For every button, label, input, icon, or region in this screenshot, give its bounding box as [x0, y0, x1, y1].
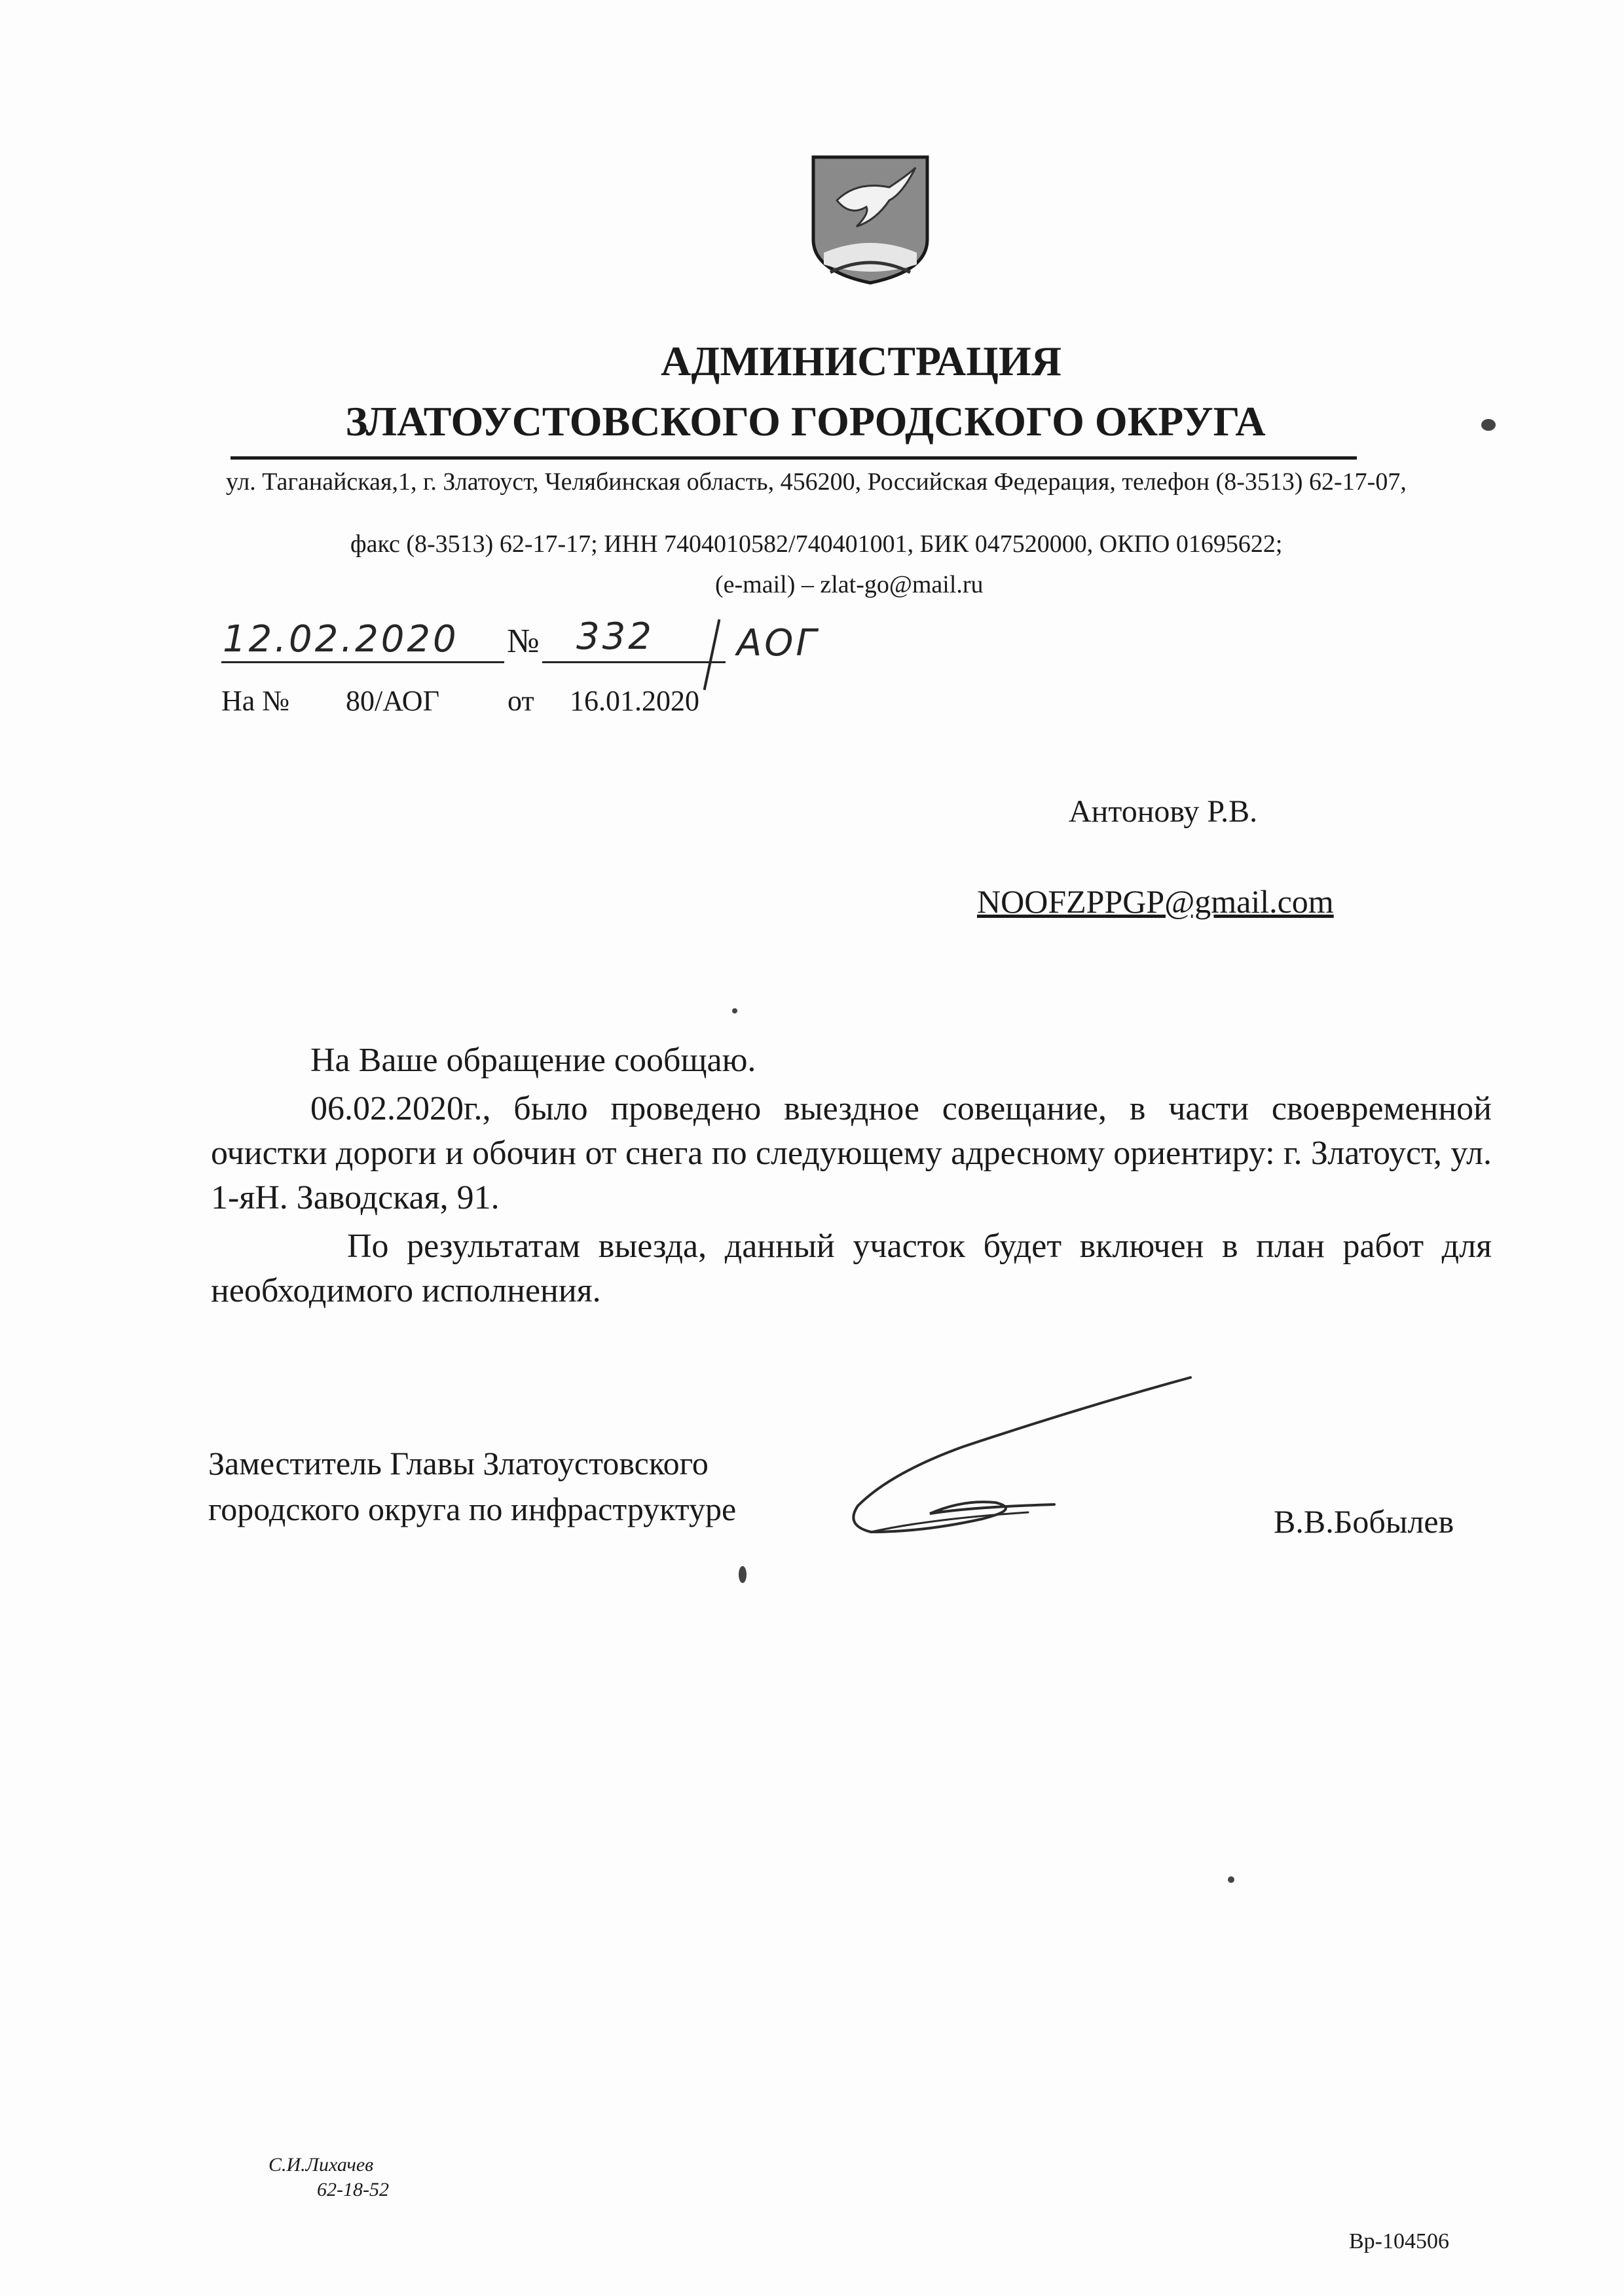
executor-phone: 62-18-52 [317, 2179, 389, 2200]
reference-from-label: от [507, 685, 534, 717]
reference-label: На № [221, 685, 290, 717]
footer-code: Вр-104506 [1349, 2229, 1449, 2253]
body-paragraph-2: 06.02.2020г., было проведено выездное совещание, в части своевременной очистки дороги и обочин от снега по следующему адресному ориентиру: г. Златоуст, ул. 1-яН. Заводская, 91. [211, 1090, 1492, 1216]
body-paragraph-3: По результатам выезда, данный участок будет включен в план работ для необходимого исполнения. [211, 1228, 1492, 1309]
organization-title-line1: АДМИНИСТРАЦИЯ [661, 338, 1061, 384]
reference-number: 80/АОГ [346, 685, 440, 717]
executor-info [268, 2153, 389, 2202]
registration-date: 12.02.2020 [223, 618, 459, 661]
signer-name: В.В.Бобылев [1274, 1503, 1454, 1540]
registration-slash [703, 619, 721, 690]
registration-number: 332 [576, 615, 654, 658]
registration-number-label: № [507, 623, 540, 660]
registration-number-underline [542, 661, 726, 663]
signer-position-line1: Заместитель Главы Златоустовского [208, 1445, 709, 1482]
scan-speck [732, 1008, 737, 1013]
handwritten-signature [832, 1368, 1198, 1552]
organization-fax-line: факс (8-3513) 62-17-17; ИНН 7404010582/740401001, БИК 047520000, ОКПО 01695622; [350, 530, 1283, 558]
signer-position-line2: городского округа по инфраструктуре [208, 1491, 737, 1527]
registration-suffix: АОГ [737, 622, 819, 665]
organization-address: ул. Таганайская,1, г. Златоуст, Челябинская область, 456200, Российская Федерация, телефон (8-3513) 62-17-07, [226, 468, 1407, 496]
reference-date: 16.01.2020 [570, 685, 699, 717]
scan-speck [739, 1566, 747, 1583]
addressee-email: NOOFZPPGP@gmail.com [977, 883, 1334, 920]
executor-name: С.И.Лихачев [268, 2154, 374, 2176]
body-paragraph-1: На Ваше обращение сообщаю. [310, 1042, 756, 1079]
scan-speck [1228, 1876, 1234, 1883]
organization-title-line2: ЗЛАТОУСТОВСКОГО ГОРОДСКОГО ОКРУГА [345, 398, 1266, 445]
coat-of-arms-emblem [811, 155, 930, 285]
scan-speck [1481, 419, 1496, 431]
organization-email-line: (e-mail) – zlat-go@mail.ru [715, 571, 984, 598]
header-rule [231, 456, 1357, 460]
registration-date-underline [221, 661, 504, 663]
addressee-name: Антонову Р.В. [1069, 794, 1258, 829]
signer-position [208, 1440, 736, 1532]
